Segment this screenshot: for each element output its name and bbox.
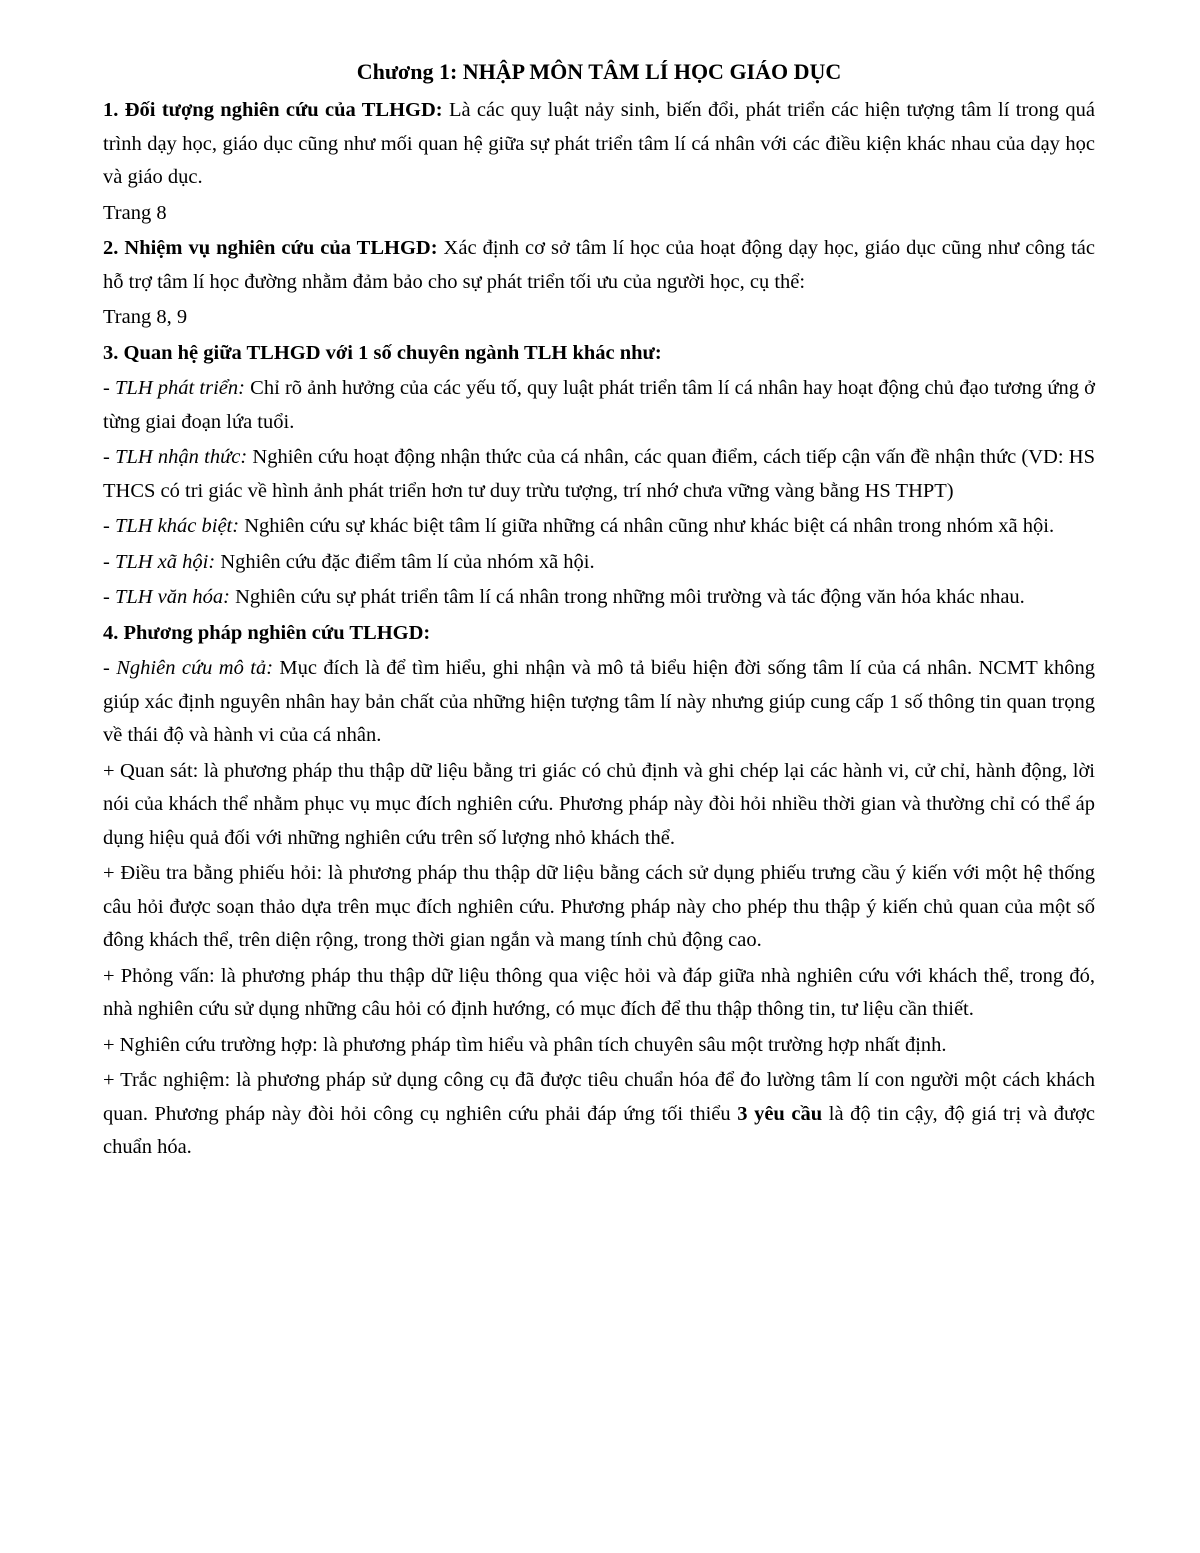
- list-item-prefix: -: [103, 586, 115, 608]
- method-test-text: + Trắc nghiệm: là phương pháp sử dụng công cụ đã được tiêu chuẩn hóa để đo lường tâm lí con người một cách khách quan. Phương pháp này đòi hỏi công cụ nghiên cứu phải đáp ứng tối thiểu: [103, 1069, 1095, 1125]
- list-item-text: Chỉ rõ ảnh hưởng của các yếu tố, quy luật phát triển tâm lí cá nhân hay hoạt động chủ đạo tương ứng ở từng giai đoạn lứa tuổi.: [103, 377, 1095, 433]
- section-1-body: Là các quy luật nảy sinh, biến đổi, phát triển các hiện tượng tâm lí trong quá trình dạy học, giáo dục cũng như mối quan hệ giữa sự phát triển tâm lí cá nhân với các điều kiện khác nhau của dạy học và giáo dục.: [103, 99, 1095, 188]
- list-item: [103, 546, 1095, 580]
- chapter-title: Chương 1: NHẬP MÔN TÂM LÍ HỌC GIÁO DỤC: [356, 59, 842, 84]
- method-test-emphasis: 3 yêu cầu: [737, 1102, 823, 1125]
- section-2-heading: 2. Nhiệm vụ nghiên cứu của TLHGD:: [103, 237, 438, 259]
- list-item-term: TLH khác biệt:: [114, 515, 240, 537]
- list-item-text: Nghiên cứu hoạt động nhận thức của cá nhân, các quan điểm, cách tiếp cận vấn đề nhận thức (VD: HS THCS có tri giác về hình ảnh phát triển hơn tư duy trừu tượng, trí nhớ chưa vững vàng bằng HS THPT): [103, 446, 1095, 502]
- list-item: [103, 581, 1095, 615]
- section-4-heading-text: 4. Phương pháp nghiên cứu TLHGD:: [103, 621, 431, 644]
- list-item: [103, 372, 1095, 439]
- section-1-paragraph: [103, 94, 1095, 195]
- list-item-prefix: -: [103, 446, 116, 468]
- method-test-text-end: là độ tin cậy, độ giá trị và được chuẩn hóa.: [103, 1102, 1096, 1158]
- descriptive-research-text: Mục đích là để tìm hiểu, ghi nhận và mô tả biểu hiện đời sống tâm lí của cá nhân. NCMT không giúp xác định nguyên nhân hay bản chất của những hiện tượng tâm lí này nhưng giúp cung cấp 1 số thông tin quan trọng về thái độ và hành vi của cá nhân.: [103, 657, 1096, 746]
- section-3-heading-text: 3. Quan hệ giữa TLHGD với 1 số chuyên ngành TLH khác như:: [103, 341, 662, 364]
- list-item-prefix: -: [103, 657, 117, 679]
- section-3-heading: [103, 337, 1095, 371]
- section-2-page-ref: Trang 8, 9: [103, 306, 188, 328]
- list-item: [103, 510, 1095, 544]
- descriptive-research-term: Nghiên cứu mô tả:: [116, 657, 274, 679]
- section-1-page-ref: Trang 8: [103, 201, 167, 224]
- method-test: [103, 1064, 1095, 1165]
- list-item-text: Nghiên cứu đặc điểm tâm lí của nhóm xã hội.: [215, 550, 595, 573]
- list-item-prefix: -: [103, 550, 115, 573]
- list-item-term: TLH phát triển:: [115, 377, 245, 399]
- list-item: [103, 441, 1095, 508]
- list-item-term: TLH xã hội:: [114, 550, 216, 573]
- document-page: [103, 52, 1095, 1167]
- list-item-term: TLH văn hóa:: [114, 586, 230, 608]
- list-item-term: TLH nhận thức:: [115, 446, 248, 468]
- section-2-paragraph: [103, 232, 1095, 299]
- section-1-heading: 1. Đối tượng nghiên cứu của TLHGD:: [103, 99, 443, 121]
- method-questionnaire: + Điều tra bằng phiếu hỏi: là phương pháp thu thập dữ liệu bằng cách sử dụng phiếu trưng cầu ý kiến với một hệ thống câu hỏi được soạn thảo dựa trên mục đích nghiên cứu. Phương pháp này cho phép thu thập ý kiến chủ quan của một số đông khách thể, trên diện rộng, trong thời gian ngắn và mang tính chủ động cao.: [103, 862, 1095, 951]
- method-observation: + Quan sát: là phương pháp thu thập dữ liệu bằng tri giác có chủ định và ghi chép lại các hành vi, cử chỉ, hành động, lời nói của khách thể nhằm phục vụ mục đích nghiên cứu. Phương pháp này đòi hỏi nhiều thời gian và thường chỉ có thể áp dụng hiệu quả đối với những nghiên cứu trên số lượng nhỏ khách thể.: [103, 759, 1095, 849]
- list-item-text: Nghiên cứu sự khác biệt tâm lí giữa những cá nhân cũng như khác biệt cá nhân trong nhóm xã hội.: [239, 515, 1055, 537]
- section-4-heading: [103, 617, 1095, 651]
- list-item-prefix: -: [103, 515, 115, 537]
- method-case-study: + Nghiên cứu trường hợp: là phương pháp tìm hiểu và phân tích chuyên sâu một trường hợp nhất định.: [103, 1033, 947, 1056]
- list-item-text: Nghiên cứu sự phát triển tâm lí cá nhân trong những môi trường và tác động văn hóa khác nhau.: [230, 586, 1025, 608]
- section-2-body: Xác định cơ sở tâm lí học của hoạt động dạy học, giáo dục cũng như công tác hỗ trợ tâm lí học đường nhằm đảm bảo cho sự phát triển tối ưu của người học, cụ thể:: [103, 237, 1095, 293]
- descriptive-research-paragraph: [103, 652, 1095, 753]
- method-interview: + Phỏng vấn: là phương pháp thu thập dữ liệu thông qua việc hỏi và đáp giữa nhà nghiên cứu với khách thể, trong đó, nhà nghiên cứu sử dụng những câu hỏi có định hướng, có mục đích để thu thập thông tin, tư liệu cần thiết.: [103, 964, 1095, 1020]
- list-item-prefix: -: [103, 377, 116, 399]
